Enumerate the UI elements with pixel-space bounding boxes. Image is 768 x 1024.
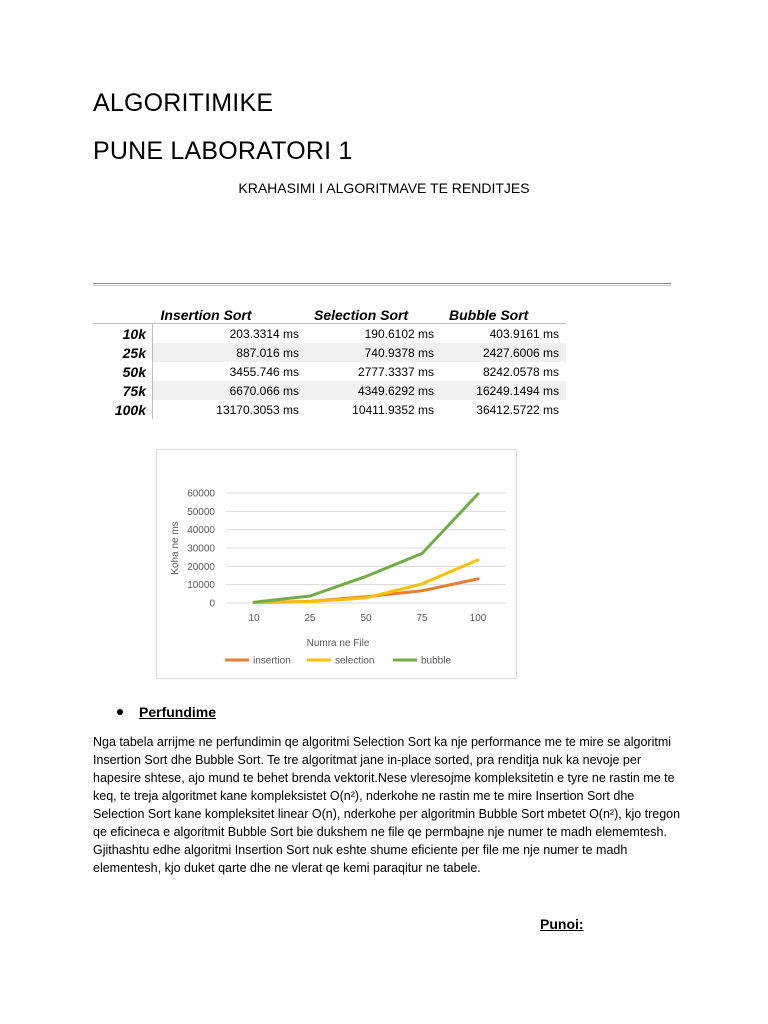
column-header-bubble: Bubble Sort	[441, 303, 566, 324]
y-tick-label: 40000	[187, 525, 215, 537]
table-row	[93, 362, 566, 381]
table-cell: 403.9161 ms	[489, 326, 559, 341]
table-cell: 6670.066 ms	[153, 381, 307, 400]
table-cell: 3455.746 ms	[229, 364, 299, 379]
legend-label-bubble: bubble	[421, 655, 452, 667]
worker-label: Punoi:	[540, 916, 584, 932]
table-row	[93, 324, 566, 344]
document-subtitle-lab: PUNE LABORATORI 1	[93, 137, 353, 165]
y-tick-label: 20000	[187, 561, 215, 573]
table-cell: 740.9378 ms	[306, 343, 441, 362]
column-header-insertion: Insertion Sort	[153, 303, 307, 324]
table-corner-cell	[93, 303, 153, 324]
x-tick-label: 75	[416, 613, 428, 624]
table-cell: 36412.5722 ms	[476, 402, 559, 417]
table-cell: 4349.6292 ms	[306, 381, 441, 400]
section-heading	[0, 180, 768, 196]
table-cell: 8242.0578 ms	[482, 364, 559, 379]
y-axis-label: Koha ne ms	[170, 521, 181, 575]
conclusion-heading: Perfundime	[139, 704, 217, 720]
divider-line-shadow	[93, 285, 671, 286]
table-cell: 887.016 ms	[153, 343, 307, 362]
table-cell: 190.6102 ms	[364, 326, 434, 341]
legend-label-insertion: insertion	[253, 655, 291, 667]
table-cell: 10411.9352 ms	[352, 402, 434, 417]
column-header-selection: Selection Sort	[306, 303, 441, 324]
y-tick-label: 50000	[187, 506, 215, 518]
row-label: 25k	[93, 343, 153, 362]
table-cell: 13170.3053 ms	[216, 402, 299, 417]
document-title: ALGORITIMIKE	[93, 89, 274, 117]
x-tick-label: 100	[469, 613, 487, 624]
conclusion-bullet	[117, 704, 216, 720]
divider-line	[93, 283, 671, 284]
section-heading-text: KRAHASIMI I ALGORITMAVE TE RENDITJES	[238, 180, 530, 196]
table-cell: 2427.6006 ms	[441, 343, 566, 362]
y-tick-label: 0	[209, 598, 215, 610]
chart-canvas	[157, 450, 516, 678]
table-cell: 16249.1494 ms	[441, 381, 566, 400]
y-tick-label: 30000	[187, 543, 215, 555]
y-tick-label: 60000	[187, 488, 215, 500]
y-tick-label: 10000	[187, 580, 215, 592]
row-label: 75k	[93, 381, 153, 400]
x-tick-label: 25	[304, 613, 316, 624]
table-row	[93, 381, 566, 400]
legend-label-selection: selection	[335, 655, 375, 667]
row-label: 50k	[93, 362, 153, 381]
table-row	[93, 343, 566, 362]
table-cell: 2777.3337 ms	[357, 364, 434, 379]
table-header-row	[93, 303, 566, 324]
row-label: 100k	[93, 400, 153, 419]
table-row	[93, 400, 566, 419]
results-table	[93, 303, 566, 419]
x-tick-label: 50	[360, 613, 372, 624]
line-chart	[156, 449, 517, 679]
conclusion-paragraph: Nga tabela arrijme ne perfundimin qe algoritmi Selection Sort ka nje performance me te mire se algoritmi Insertion Sort dhe Bubble Sort. Te tre algoritmat jane in-place sorted, pra renditja nuk ka nevoje per hapesire shtese, ajo mund te behet brenda vektorit.Nese vleresojme kompleksitetin e tyre ne rastin me te keq, te treja algoritmet kane kompleksistet O(n²), nderkohe ne rastin me te mire Insertion Sort dhe Selection Sort kane kompleksitet linear O(n), nderkohe per algoritmin Bubble Sort mbetet O(n²), kjo tregon qe eficineca e algoritmit Bubble Sort bie dukshem ne file qe permbajne nje numer te madh elememtesh. Gjithashtu edhe algoritmi Insertion Sort nuk eshte shume eficiente per file me nje numer te madh elementesh, kjo duket qarte dhe ne vlerat qe kemi paraqitur ne tabele.	[93, 735, 681, 875]
bullet-icon	[117, 709, 123, 715]
x-tick-label: 10	[248, 613, 260, 624]
x-axis-label: Numra ne File	[306, 638, 370, 649]
row-label: 10k	[93, 324, 153, 344]
table-cell: 203.3314 ms	[229, 326, 299, 341]
